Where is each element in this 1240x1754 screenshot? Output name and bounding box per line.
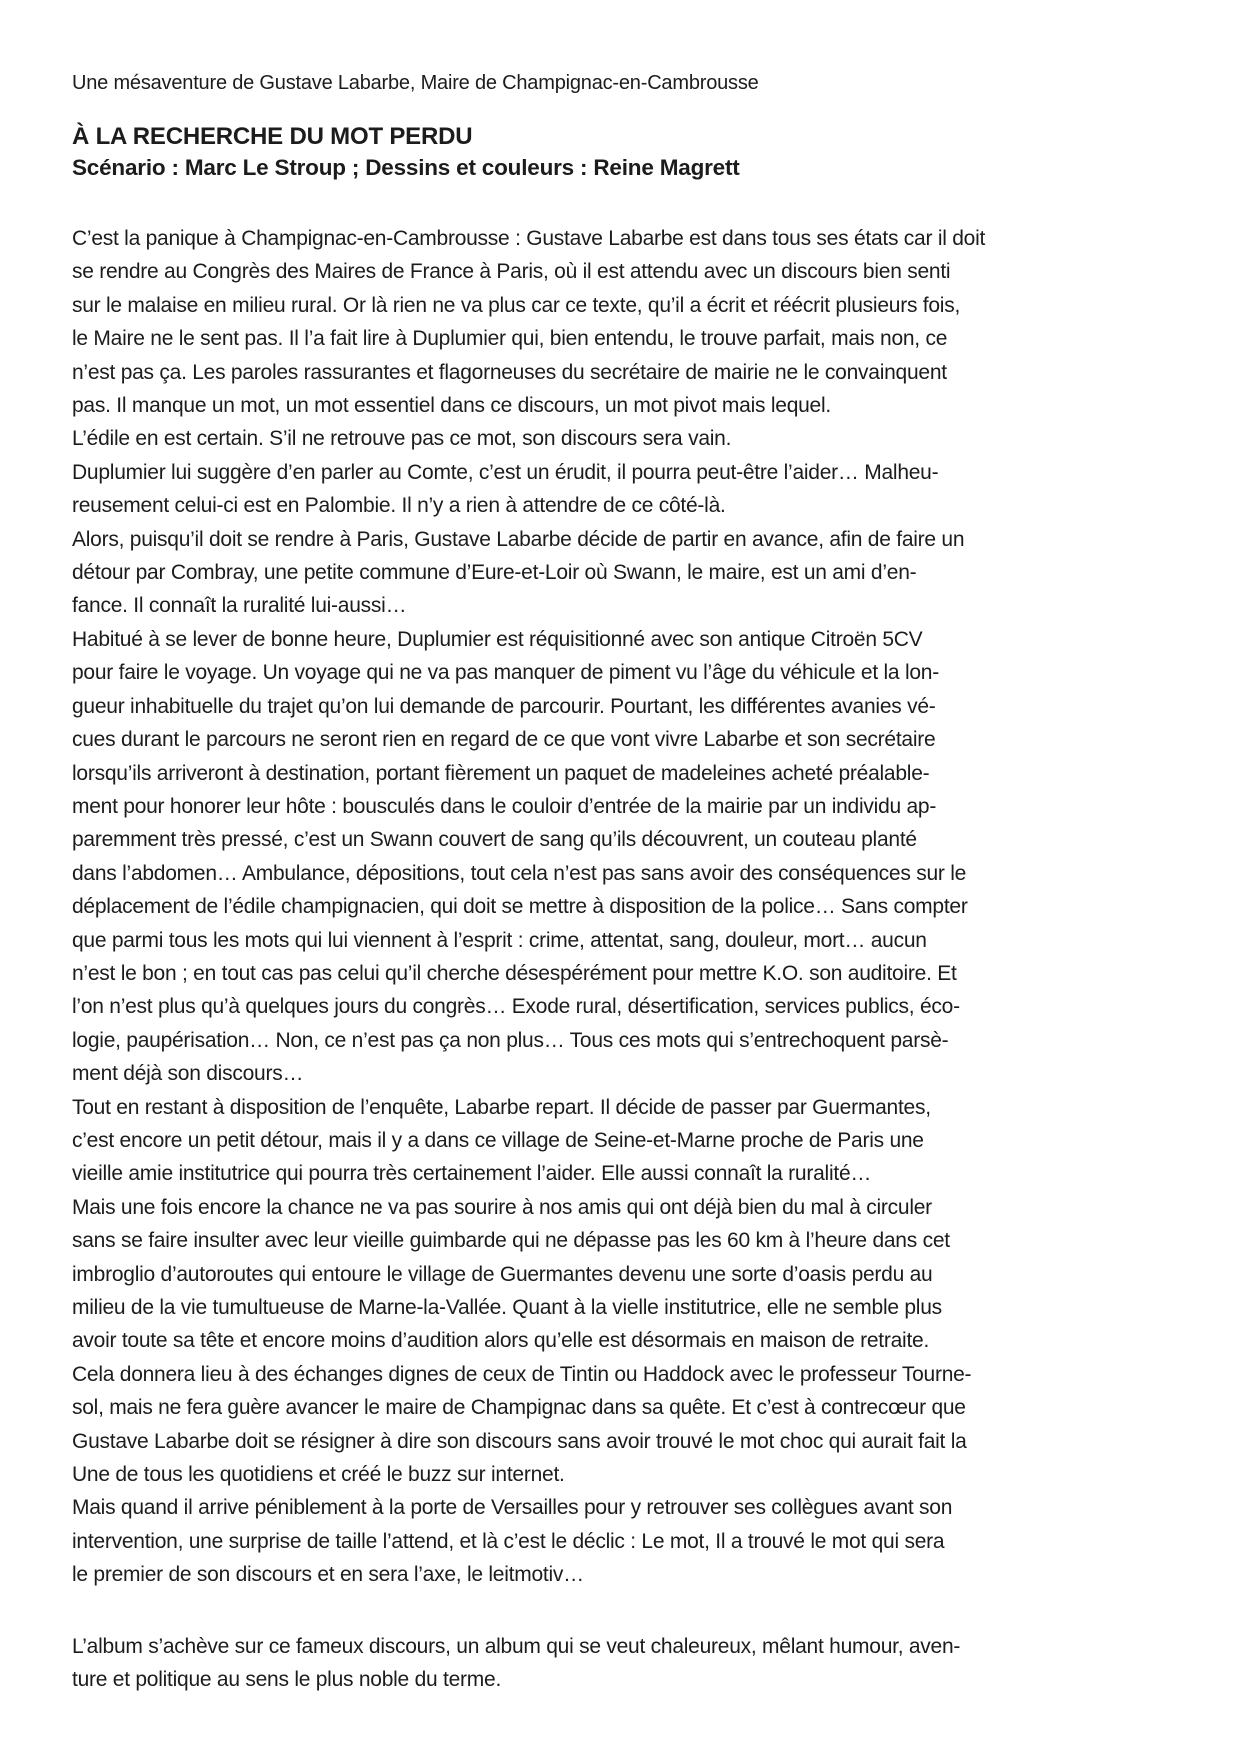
text-line: paremment très pressé, c’est un Swann couvert de sang qu’ils découvrent, un couteau planté — [72, 828, 917, 852]
text-line: se rendre au Congrès des Maires de France à Paris, où il est attendu avec un discours bien senti — [72, 260, 951, 284]
text-line: vieille amie institutrice qui pourra très certainement l’aider. Elle aussi connaît la ruralité… — [72, 1162, 872, 1186]
text-line: Duplumier lui suggère d’en parler au Comte, c’est un érudit, il pourra peut-être l’aider… Malheu- — [72, 460, 939, 484]
text-line: le premier de son discours et en sera l’axe, le leitmotiv… — [72, 1563, 584, 1587]
text-line: n’est le bon ; en tout cas pas celui qu’il cherche désespérément pour mettre K.O. son auditoire. Et — [72, 961, 957, 985]
text-line: détour par Combray, une petite commune d’Eure-et-Loir où Swann, le maire, est un ami d’en- — [72, 561, 917, 585]
text-line: intervention, une surprise de taille l’attend, et là c’est le déclic : Le mot, Il a trouvé le mot qui sera — [72, 1529, 945, 1553]
text-line: C’est la panique à Champignac-en-Cambrousse : Gustave Labarbe est dans tous ses états car il doit — [72, 227, 986, 250]
synopsis-paragraphs — [72, 222, 1132, 1592]
closing-paragraph — [72, 1630, 1132, 1697]
text-line: Gustave Labarbe doit se résigner à dire son discours sans avoir trouvé le mot choc qui aurait fait la — [72, 1429, 967, 1453]
text-line: Mais quand il arrive péniblement à la porte de Versailles pour y retrouver ses collègues avant son — [72, 1496, 953, 1520]
text-line: reusement celui-ci est en Palombie. Il n’y a rien à attendre de ce côté-là. — [72, 494, 726, 518]
text-line: sol, mais ne fera guère avancer le maire de Champignac dans sa quête. Et c’est à contrecœur que — [72, 1396, 966, 1420]
text-line: déplacement de l’édile champignacien, qui doit se mettre à disposition de la police… Sans compter — [72, 895, 968, 919]
document-content — [72, 70, 1132, 1696]
text-line: lorsqu’ils arriveront à destination, portant fièrement un paquet de madeleines acheté préalable- — [72, 761, 930, 785]
text-line: que parmi tous les mots qui lui viennent à l’esprit : crime, attentat, sang, douleur, mort… aucun — [72, 928, 927, 952]
text-line: cues durant le parcours ne seront rien en regard de ce que vont vivre Labarbe et son secrétaire — [72, 728, 936, 752]
text-line: dans l’abdomen… Ambulance, dépositions, tout cela n’est pas sans avoir des conséquences sur le — [72, 861, 967, 885]
text-line: Mais une fois encore la chance ne va pas sourire à nos amis qui ont déjà bien du mal à circuler — [72, 1195, 932, 1219]
text-line: le Maire ne le sent pas. Il l’a fait lire à Duplumier qui, bien entendu, le trouve parfait, mais non, ce — [72, 327, 948, 351]
text-line: sans se faire insulter avec leur vieille guimbarde qui ne dépasse pas les 60 km à l’heure dans cet — [72, 1229, 950, 1253]
text-line: avoir toute sa tête et encore moins d’audition alors qu’elle est désormais en maison de retraite. — [72, 1329, 930, 1353]
text-line: Tout en restant à disposition de l’enquête, Labarbe repart. Il décide de passer par Guermantes, — [72, 1095, 931, 1119]
text-line: L’édile en est certain. S’il ne retrouve pas ce mot, son discours sera vain. — [72, 427, 732, 451]
text-line: L’album s’achève sur ce fameux discours, un album qui se veut chaleureux, mêlant humour, aven- — [72, 1634, 961, 1658]
text-line: logie, paupérisation… Non, ce n’est pas ça non plus… Tous ces mots qui s’entrechoquent parsè- — [72, 1028, 949, 1052]
text-line: imbroglio d’autoroutes qui entoure le village de Guermantes devenu une sorte d’oasis perdu au — [72, 1262, 933, 1286]
text-line: n’est pas ça. Les paroles rassurantes et flagorneuses du secrétaire de mairie ne le convainquent — [72, 360, 947, 384]
text-line: l’on n’est plus qu’à quelques jours du congrès… Exode rural, désertification, services publics, éco- — [72, 995, 960, 1019]
text-line: milieu de la vie tumultueuse de Marne-la-Vallée. Quant à la vielle institutrice, elle ne semble plus — [72, 1296, 942, 1319]
text-line: Cela donnera lieu à des échanges dignes de ceux de Tintin ou Haddock avec le professeur Tourne- — [72, 1362, 972, 1386]
text-line: Habitué à se lever de bonne heure, Duplumier est réquisitionné avec son antique Citroën 5CV — [72, 627, 923, 651]
credits-line: Scénario : Marc Le Stroup ; Dessins et couleurs : Reine Magrett — [72, 155, 740, 180]
text-line: pas. Il manque un mot, un mot essentiel dans ce discours, un mot pivot mais lequel. — [72, 394, 831, 418]
text-line: pour faire le voyage. Un voyage qui ne va pas manquer de piment vu l’âge du véhicule et la lon- — [72, 661, 939, 685]
text-line: fance. Il connaît la ruralité lui-aussi… — [72, 594, 407, 618]
text-line: ment déjà son discours… — [72, 1062, 304, 1086]
text-line: c’est encore un petit détour, mais il y a dans ce village de Seine-et-Marne proche de Paris une — [72, 1128, 924, 1152]
text-line: Alors, puisqu’il doit se rendre à Paris, Gustave Labarbe décide de partir en avance, afin de faire un — [72, 527, 965, 551]
text-line: sur le malaise en milieu rural. Or là rien ne va plus car ce texte, qu’il a écrit et réécrit plusieurs fois, — [72, 293, 961, 317]
header-note: Une mésaventure de Gustave Labarbe, Maire de Champignac-en-Cambrousse — [72, 72, 759, 94]
text-line: Une de tous les quotidiens et créé le buzz sur internet. — [72, 1463, 565, 1487]
text-line: ture et politique au sens le plus noble du terme. — [72, 1668, 502, 1692]
text-line: ment pour honorer leur hôte : bousculés dans le couloir d’entrée de la mairie par un individu ap- — [72, 794, 937, 818]
page-title: À LA RECHERCHE DU MOT PERDU — [72, 123, 473, 150]
text-line: gueur inhabituelle du trajet qu’on lui demande de parcourir. Pourtant, les différentes avanies vé- — [72, 694, 936, 718]
